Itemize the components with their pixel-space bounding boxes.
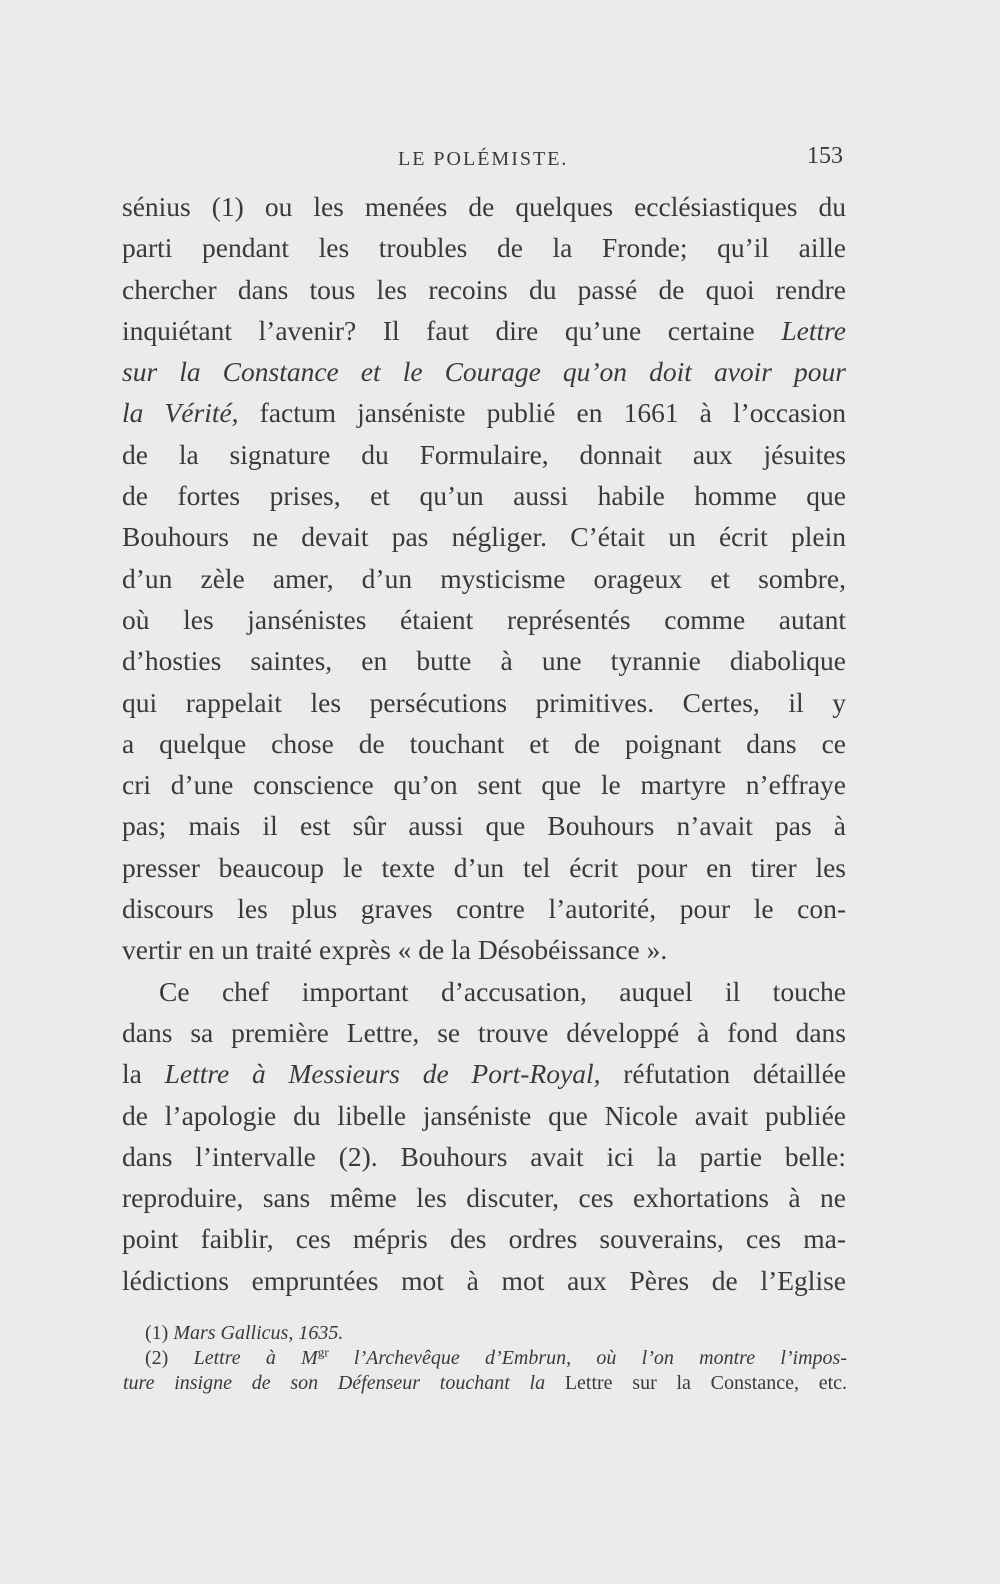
text-line: parti pendant les troubles de la Fronde; qu’il aille [122, 232, 846, 264]
text-line: pas; mais il est sûr aussi que Bouhours n’avait pas à [122, 810, 846, 842]
text-line: de la signature du Formulaire, donnait aux jésuites [122, 438, 846, 470]
text-line [122, 1053, 846, 1094]
text-span: réfutation détaillée [600, 1058, 846, 1090]
text-line: sénius (1) ou les menées de quelques ecclésiastiques du [122, 191, 846, 222]
footnote-superscript: gr [317, 1344, 329, 1360]
footnote-italic: l’Archevêque d’Embrun, où l’on montre l’impos- [328, 1347, 847, 1369]
text-line: où les jansénistes étaient représentés comme autant [122, 603, 846, 635]
text-line: dans sa première Lettre, se trouve développé à fond dans [122, 1016, 846, 1048]
text-line: de fortes prises, et qu’un aussi habile homme que [122, 480, 846, 512]
footnote-2 [123, 1346, 847, 1371]
text-line [122, 310, 846, 351]
text-line: chercher dans tous les recoins du passé de quoi rendre [122, 273, 846, 305]
text-line: Ce chef important d’accusation, auquel il touche [159, 975, 846, 1007]
footnotes [123, 1321, 847, 1396]
text-line: point faiblir, ces mépris des ordres souverains, ces ma- [122, 1223, 846, 1255]
body-text [122, 186, 846, 1301]
running-title: LE POLÉMISTE. [398, 148, 569, 170]
text-line: qui rappelait les persécutions primitives. Certes, il y [122, 686, 846, 718]
text-line [122, 351, 846, 392]
text-line: de l’apologie du libelle janséniste que Nicole avait publiée [122, 1099, 846, 1131]
footnote-text: Lettre sur la Constance, etc. [545, 1372, 847, 1394]
text-line: reproduire, sans même les discuter, ces exhortations à ne [122, 1182, 846, 1214]
italic-title-span: la Vérité, [122, 397, 239, 429]
text-line: presser beaucoup le texte d’un tel écrit pour en tirer les [122, 851, 846, 883]
text-line: lédictions empruntées mot à mot aux Pères de l’Eglise [122, 1264, 846, 1296]
text-line: dans l’intervalle (2). Bouhours avait ici la partie belle: [122, 1140, 846, 1172]
text-line: vertir en un traité exprès « de la Désobéissance ». [122, 934, 668, 966]
footnote-italic: Mars Gallicus, 1635. [173, 1322, 344, 1344]
text-line: Bouhours ne devait pas négliger. C’était un écrit plein [122, 521, 846, 553]
footnote-marker: (1) [145, 1322, 174, 1344]
text-span: factum janséniste publié en 1661 à l’occasion [238, 397, 846, 429]
running-header [123, 140, 843, 180]
footnote-italic: ture insigne de son Défenseur touchant la [123, 1372, 546, 1394]
text-line: cri d’une conscience qu’on sent que le martyre n’effraye [122, 769, 846, 801]
footnote-2-continuation [123, 1371, 847, 1396]
text-line: d’hosties saintes, en butte à une tyrannie diabolique [122, 645, 846, 677]
italic-title-span: Lettre [781, 314, 846, 346]
italic-title-span: sur la Constance et le Courage qu’on doit avoir pour [122, 356, 846, 388]
text-span: inquiétant l’avenir? Il faut dire qu’une certaine [122, 314, 782, 346]
text-line: d’un zèle amer, d’un mysticisme orageux et sombre, [122, 562, 846, 594]
text-line [122, 392, 846, 433]
footnote-italic: Lettre à M [193, 1347, 318, 1369]
footnote-1 [123, 1321, 847, 1346]
text-span: la [122, 1058, 165, 1090]
text-line: a quelque chose de touchant et de poignant dans ce [122, 727, 846, 759]
italic-title-span: Lettre à Messieurs de Port-Royal, [164, 1058, 601, 1090]
text-line: discours les plus graves contre l’autorité, pour le con- [122, 893, 846, 925]
footnote-marker: (2) [145, 1347, 194, 1369]
page-number: 153 [807, 143, 843, 169]
